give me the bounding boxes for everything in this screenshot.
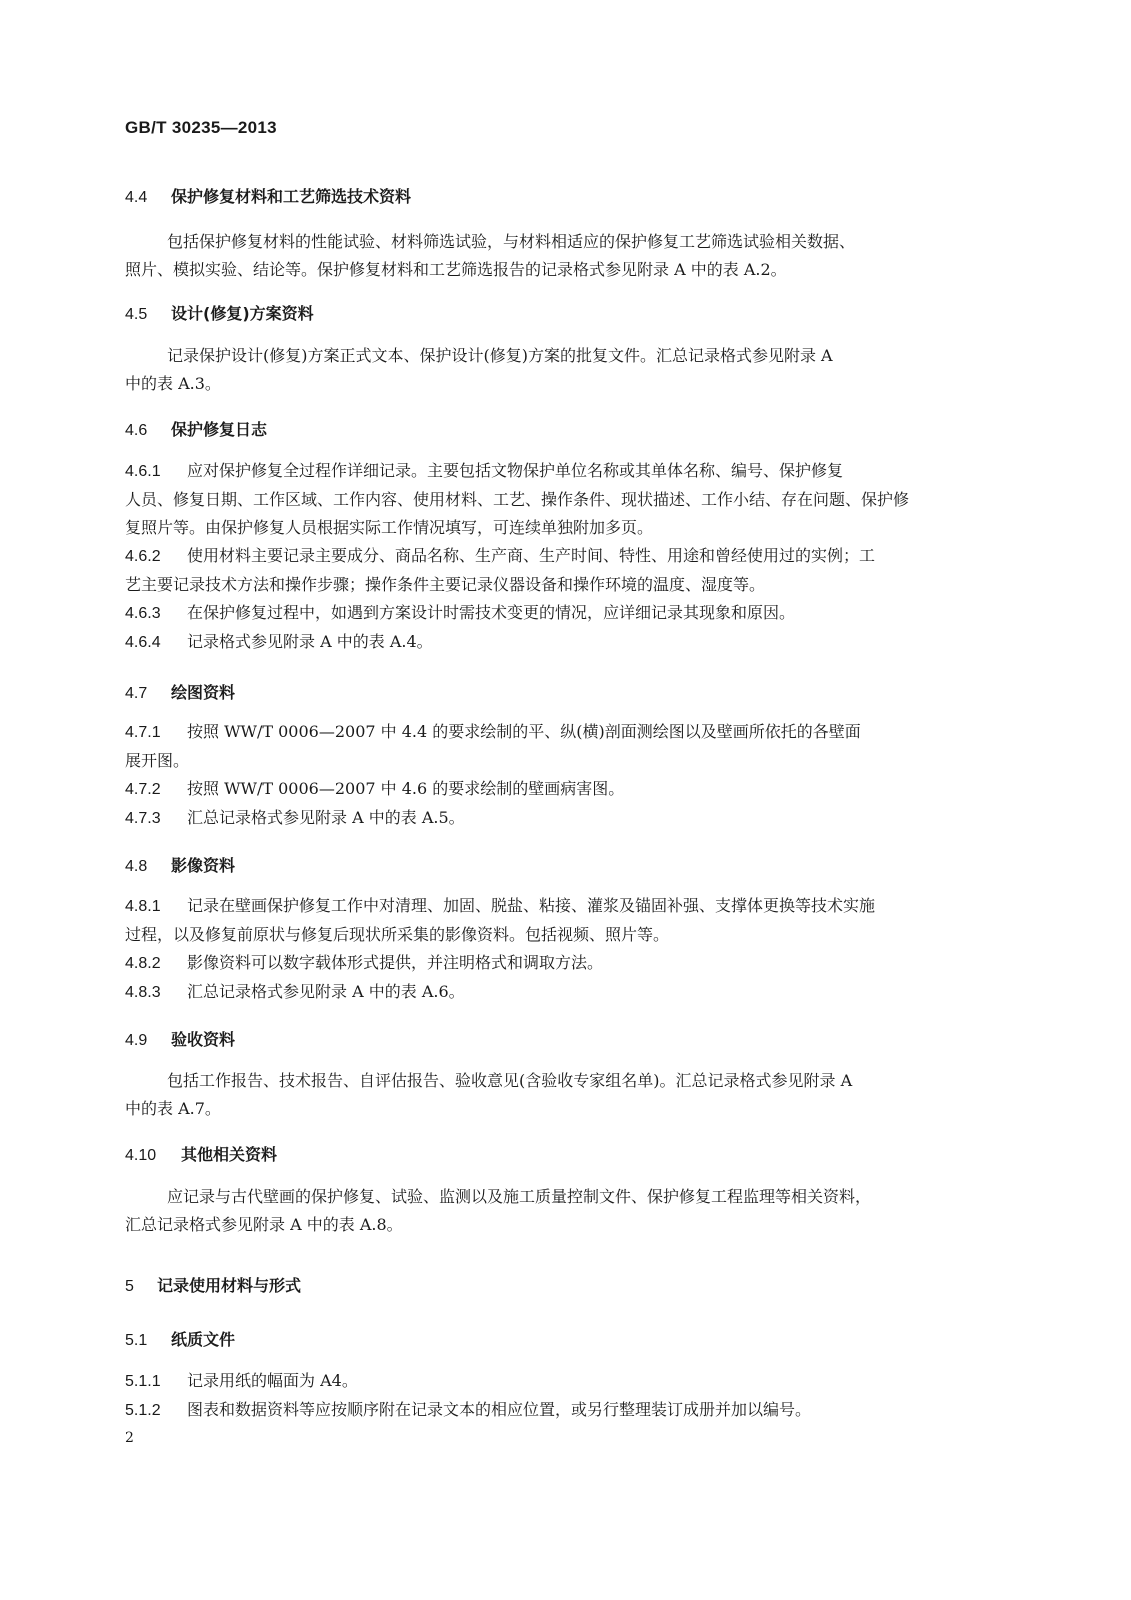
clause-number: 4.8.1 [125,898,161,915]
section-4-5-heading [125,301,314,324]
text-line: 在保护修复过程中，如遇到方案设计时需技术变更的情况，应详细记录其现象和原因。 [187,603,796,622]
section-5-1-heading [125,1327,235,1350]
section-title: 保护修复日志 [171,420,268,439]
section-4-8-body [125,892,985,1007]
text-line: 按照 WW/T 0006—2007 中 4.6 的要求绘制的壁画病害图。 [187,779,625,798]
text-line: 应对保护修复全过程作详细记录。主要包括文物保护单位名称或其单体名称、编号、保护修复 [187,461,844,480]
section-title: 设计(修复)方案资料 [171,304,314,323]
section-title: 绘图资料 [171,683,236,702]
section-4-9-paragraph [125,1067,985,1123]
clause-4-6-4 [125,628,985,657]
section-5-1-body [125,1367,985,1425]
section-number: 4.6 [125,422,148,439]
text-line: 汇总记录格式参见附录 A 中的表 A.6。 [187,982,465,1001]
chapter-title: 记录使用材料与形式 [157,1276,302,1295]
clause-4-8-2 [125,949,985,978]
text-line: 人员、修复日期、工作区域、工作内容、使用材料、工艺、操作条件、现状描述、工作小结、存在问题、保护修 [125,490,910,509]
clause-number: 4.6.4 [125,634,161,651]
text-line: 中的表 A.3。 [125,374,221,393]
section-4-7-heading [125,680,235,703]
text-line: 记录在壁画保护修复工作中对清理、加固、脱盐、粘接、灌浆及锚固补强、支撑体更换等技术实施 [187,896,876,915]
clause-4-8-1 [125,892,985,921]
section-4-8-heading [125,853,235,876]
text-line: 包括保护修复材料的性能试验、材料筛选试验，与材料相适应的保护修复工艺筛选试验相关数据、 [167,232,856,251]
clause-4-7-2 [125,775,985,804]
text-line: 图表和数据资料等应按顺序附在记录文本的相应位置，或另行整理装订成册并加以编号。 [187,1400,812,1419]
section-4-4-paragraph [125,228,985,284]
clause-5-1-2 [125,1396,985,1425]
section-title: 验收资料 [171,1030,236,1049]
text-line: 记录格式参见附录 A 中的表 A.4。 [187,632,433,651]
text-line: 复照片等。由保护修复人员根据实际工作情况填写，可连续单独附加多页。 [125,518,654,537]
text-line: 影像资料可以数字载体形式提供，并注明格式和调取方法。 [187,953,604,972]
section-4-5-paragraph [125,342,985,398]
clause-4-6-3 [125,599,985,628]
text-line: 汇总记录格式参见附录 A 中的表 A.8。 [125,1215,403,1234]
clause-number: 4.8.3 [125,984,161,1001]
clause-4-8-3 [125,978,985,1007]
clause-number: 4.7.1 [125,724,161,741]
text-line: 记录用纸的幅面为 A4。 [187,1371,358,1390]
text-line: 中的表 A.7。 [125,1099,221,1118]
section-4-9-heading [125,1027,235,1050]
text-line: 展开图。 [125,751,190,770]
section-number: 4.8 [125,858,148,875]
section-number: 4.5 [125,306,148,323]
text-line: 包括工作报告、技术报告、自评估报告、验收意见(含验收专家组名单)。汇总记录格式参见附录 A [167,1071,853,1090]
section-title: 保护修复材料和工艺筛选技术资料 [171,187,412,206]
section-number: 4.4 [125,189,148,206]
section-4-10-paragraph [125,1183,985,1239]
chapter-5-heading [125,1273,301,1296]
section-number: 4.7 [125,685,148,702]
text-line: 艺主要记录技术方法和操作步骤；操作条件主要记录仪器设备和操作环境的温度、湿度等。 [125,575,766,594]
clause-5-1-1 [125,1367,985,1396]
clause-number: 4.6.1 [125,463,161,480]
section-4-6-body [125,457,985,657]
page-number: 2 [125,1430,134,1446]
clause-number: 4.7.3 [125,810,161,827]
text-line: 汇总记录格式参见附录 A 中的表 A.5。 [187,808,465,827]
standard-number: GB/T 30235—2013 [125,118,277,137]
text-line: 照片、模拟实验、结论等。保护修复材料和工艺筛选报告的记录格式参见附录 A 中的表 A.2。 [125,260,787,279]
clause-4-6-2 [125,542,985,571]
section-4-10-heading [125,1142,277,1165]
clause-4-7-3 [125,804,985,833]
clause-number: 5.1.2 [125,1402,161,1419]
text-line: 按照 WW/T 0006—2007 中 4.4 的要求绘制的平、纵(横)剖面测绘图以及壁画所依托的各壁面 [187,722,861,741]
clause-number: 4.7.2 [125,781,161,798]
section-title: 影像资料 [171,856,236,875]
section-4-7-body [125,718,985,833]
clause-number: 4.6.2 [125,548,161,565]
section-4-6-heading [125,417,267,440]
clause-number: 4.6.3 [125,605,161,622]
text-line: 使用材料主要记录主要成分、商品名称、生产商、生产时间、特性、用途和曾经使用过的实例；工 [187,546,876,565]
section-4-4-heading [125,184,411,207]
text-line: 应记录与古代壁画的保护修复、试验、监测以及施工质量控制文件、保护修复工程监理等相关资料， [167,1187,872,1206]
clause-number: 5.1.1 [125,1373,161,1390]
clause-4-6-1 [125,457,985,486]
section-number: 4.10 [125,1147,157,1164]
clause-number: 4.8.2 [125,955,161,972]
section-number: 4.9 [125,1032,148,1049]
clause-4-7-1 [125,718,985,747]
section-number: 5.1 [125,1332,148,1349]
section-title: 其他相关资料 [181,1145,278,1164]
section-title: 纸质文件 [171,1330,236,1349]
text-line: 过程，以及修复前原状与修复后现状所采集的影像资料。包括视频、照片等。 [125,925,670,944]
chapter-number: 5 [125,1278,134,1295]
text-line: 记录保护设计(修复)方案正式文本、保护设计(修复)方案的批复文件。汇总记录格式参见附录 A [167,346,833,365]
